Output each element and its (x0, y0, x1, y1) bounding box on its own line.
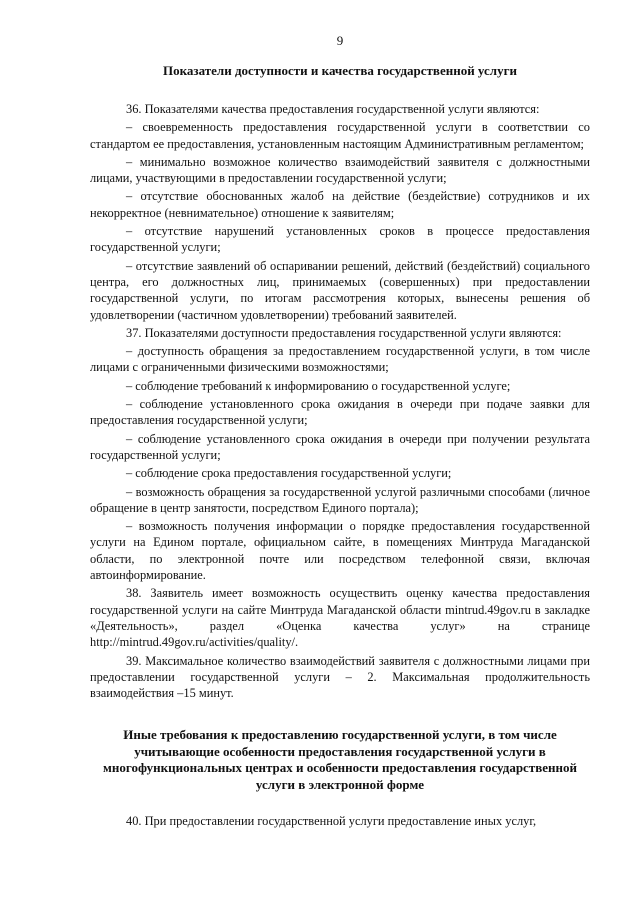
list-item-accessibility: – доступность обращения за предоставлением государственной услуги, в том числе лицами с ограниченными физическими возможностями; (90, 344, 590, 375)
list-item-informing: – соблюдение требований к информированию о государственной услуге; (126, 378, 511, 393)
list-item-no-complaints: – отсутствие обоснованных жалоб на действие (бездействие) сотрудников и их некорректное (невнимательное) отношение к заявителям; (90, 189, 590, 220)
heading-line: Иные требования к предоставлению государственной услуги, в том числе (123, 727, 557, 743)
list-item-various-methods: – возможность обращения за государственной услугой различными способами (личное обращение в центр занятости, посредством Единого портала); (90, 484, 590, 515)
heading-line: услуги в электронной форме (255, 776, 425, 792)
list-item-timeliness: – своевременность предоставления государственной услуги в соответствии со стандартом ее предоставления, установленным настоящим Административным регламентом; (90, 120, 590, 151)
list-item-no-deadline-violations: – отсутствие нарушений установленных сроков в процессе предоставления государственной услуги; (90, 224, 590, 255)
page-number: 9 (336, 33, 344, 48)
paragraph-37: 37. Показателями доступности предоставления государственной услуги являются: (126, 325, 562, 340)
paragraph-36: 36. Показателями качества предоставления государственной услуги являются: (126, 102, 540, 116)
list-item-service-term: – соблюдение срока предоставления государственной услуги; (126, 466, 452, 481)
paragraph-39: 39. Максимальное количество взаимодействий заявителя с должностными лицами при предоставлении государственной услуги – 2. Максимальная продолжительность взаимодействия –15 минут. (90, 653, 590, 701)
list-item-queue-submission: – соблюдение установленного срока ожидания в очереди при подаче заявки для предоставления государственной услуги; (90, 397, 590, 428)
paragraph-list (90, 101, 590, 701)
list-item-information-channels: – возможность получения информации о порядке предоставления государственной услуги на Едином портале, официальном сайте, в помещениях Минтруда Магаданской области, по электронной почте или посредством телефонной связи, включая автоинформирование. (90, 519, 590, 583)
list-item-no-appeals: – отсутствие заявлений об оспаривании решений, действий (бездействий) социального центра, его должностных лиц, принимаемых (совершенных) при предоставлении государственной услуги, по итогам рассмотрения которых, вынесены решения об удовлетворении (частичном удовлетворении) требований заявителей. (90, 258, 590, 322)
paragraph-38: 38. Заявитель имеет возможность осуществить оценку качества предоставления государственной услуги на сайте Минтруда Магаданской области mintrud.49gov.ru в закладке «Деятельность», раздел «Оценка качества услуг» на странице http://mintrud.49gov.ru/activities/quality/. (90, 586, 590, 650)
list-item-queue-result: – соблюдение установленного срока ожидания в очереди при получении результата государственной услуги; (90, 431, 590, 462)
section-heading-other-requirements (90, 727, 590, 793)
heading-line: многофункциональных центрах и особенности предоставления государственной (103, 760, 577, 776)
paragraph-40: 40. При предоставлении государственной услуги предоставление иных услуг, (126, 814, 537, 829)
list-item-min-interactions: – минимально возможное количество взаимодействий заявителя с должностными лицами, участвующими в предоставлении государственной услуги; (90, 154, 590, 186)
section-heading-indicators: Показатели доступности и качества государственной услуги (162, 63, 517, 78)
heading-line: учитывающие особенности предоставления государственной услуги в (134, 743, 546, 759)
